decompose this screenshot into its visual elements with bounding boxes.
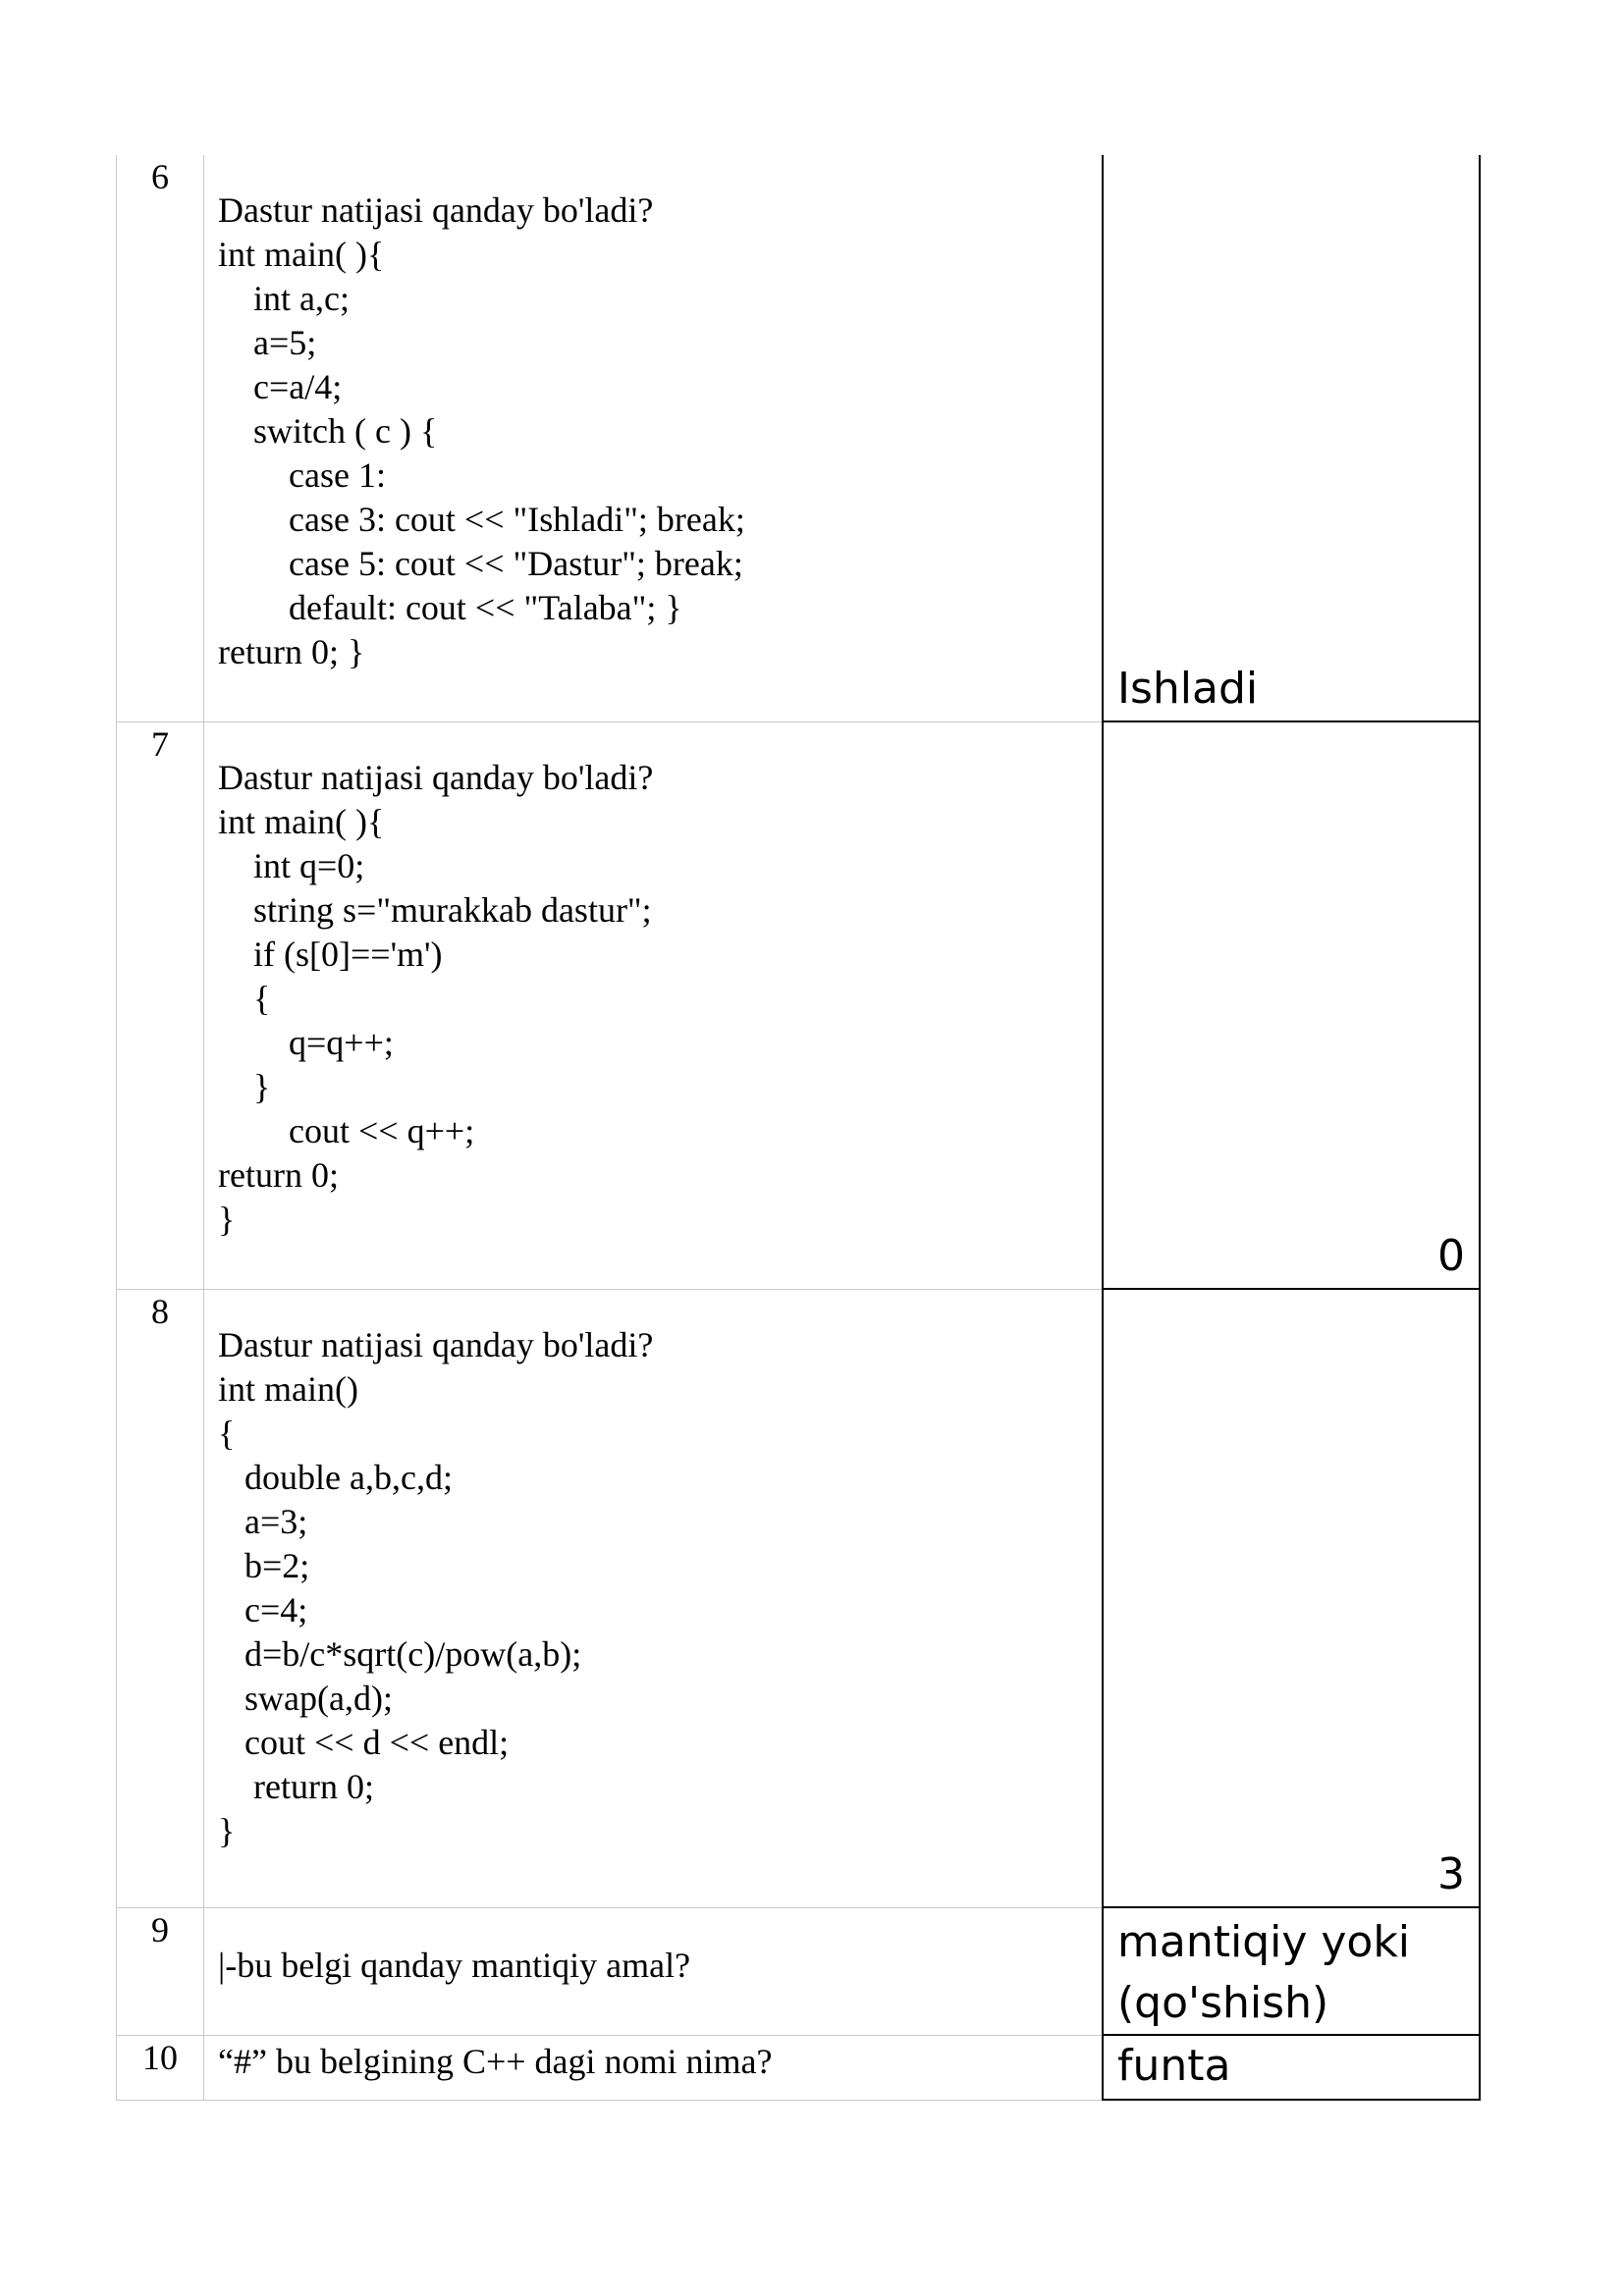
code-line: cout << d << endl; — [218, 1722, 510, 1762]
code-line: double a,b,c,d; — [218, 1457, 453, 1497]
code-line: } — [218, 1066, 271, 1106]
code-line: int main() — [218, 1368, 358, 1409]
code-line: int main( ){ — [218, 235, 385, 274]
row-number: 9 — [117, 1907, 204, 2035]
row-number: 10 — [117, 2035, 204, 2100]
code-line: } — [218, 1199, 236, 1239]
answer-cell — [1103, 721, 1480, 1289]
question-line: “#” bu belgining C++ dagi nomi nima? — [218, 2041, 773, 2081]
code-line: case 5: cout << "Dastur"; break; — [218, 544, 743, 583]
code-line: b=2; — [218, 1545, 310, 1585]
code-line: if (s[0]=='m') — [218, 934, 443, 974]
code-line: c=a/4; — [218, 367, 343, 406]
code-line: int a,c; — [218, 279, 350, 318]
code-line: return 0; — [218, 1154, 339, 1195]
code-line: a=3; — [218, 1501, 308, 1541]
answer-cell — [1103, 1907, 1480, 2035]
code-line: a=5; — [218, 323, 317, 362]
code-line: case 1: — [218, 455, 386, 495]
code-line: { — [218, 1413, 236, 1453]
code-line: switch ( c ) { — [218, 411, 438, 451]
answer-cell — [1103, 155, 1480, 721]
question-line: Dastur natijasi qanday bo'ladi? — [218, 190, 654, 230]
code-line: int q=0; — [218, 845, 365, 885]
question-cell — [204, 721, 1104, 1289]
row-number: 8 — [117, 1289, 204, 1907]
code-line: swap(a,d); — [218, 1678, 393, 1718]
answer-text: 3 — [1437, 1849, 1465, 1899]
table-row — [117, 1289, 1481, 1907]
code-line: return 0; — [218, 1766, 374, 1806]
code-line: { — [218, 978, 271, 1018]
question-line: Dastur natijasi qanday bo'ladi? — [218, 1324, 654, 1364]
code-line: default: cout << "Talaba"; } — [218, 588, 682, 627]
question-cell — [204, 1289, 1104, 1907]
code-line: string s="murakkab dastur"; — [218, 889, 652, 930]
answer-text: (qo'shish) — [1117, 1978, 1329, 2028]
question-line: Dastur natijasi qanday bo'ladi? — [218, 757, 654, 797]
table-row — [117, 1907, 1481, 2035]
question-cell — [204, 2035, 1104, 2100]
answer-text: mantiqiy yoki — [1117, 1917, 1411, 1967]
answer-cell — [1103, 1289, 1480, 1907]
table-row — [117, 2035, 1481, 2100]
answer-text: Ishladi — [1117, 664, 1259, 714]
question-cell — [204, 155, 1104, 721]
code-line: d=b/c*sqrt(c)/pow(a,b); — [218, 1633, 582, 1674]
code-line: q=q++; — [218, 1022, 394, 1062]
questions-table — [116, 155, 1481, 2101]
code-line: int main( ){ — [218, 801, 385, 841]
answer-text: funta — [1117, 2041, 1231, 2091]
answer-cell — [1103, 2035, 1480, 2100]
table-row — [117, 155, 1481, 721]
code-line: case 3: cout << "Ishladi"; break; — [218, 500, 745, 539]
answer-text: 0 — [1437, 1231, 1465, 1281]
question-cell — [204, 1907, 1104, 2035]
table-row — [117, 721, 1481, 1289]
code-line: cout << q++; — [218, 1110, 475, 1150]
code-line: return 0; } — [218, 632, 365, 671]
code-line: c=4; — [218, 1589, 308, 1629]
row-number: 7 — [117, 721, 204, 1289]
question-line: |-bu belgi qanday mantiqiy amal? — [218, 1945, 691, 1985]
row-number: 6 — [117, 155, 204, 721]
code-line: } — [218, 1810, 236, 1850]
